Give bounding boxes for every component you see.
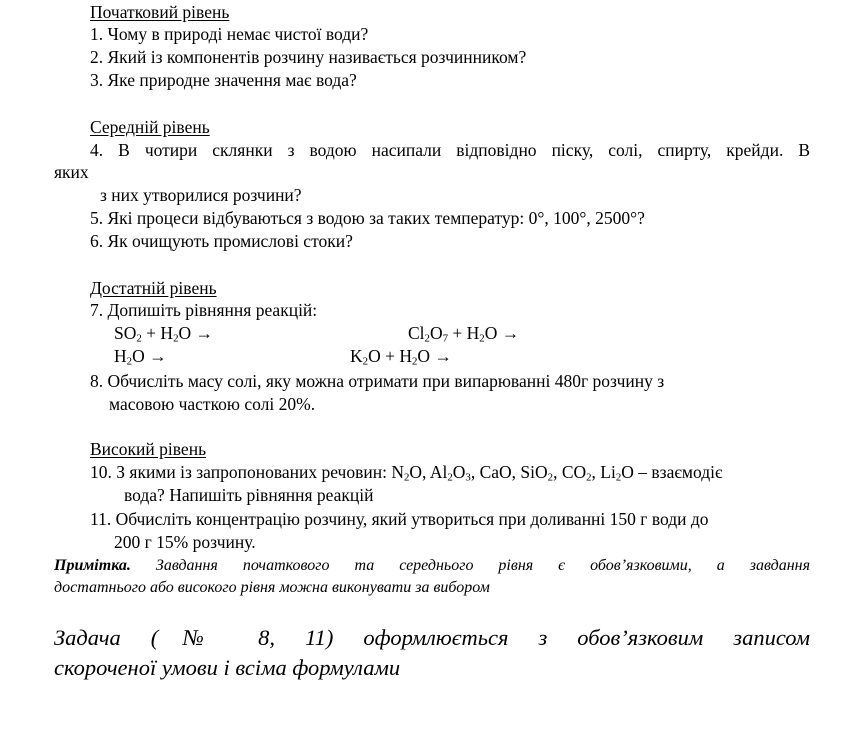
intermediate-level-heading: Середній рівень bbox=[90, 117, 210, 137]
question-6: 6. Як очищують промислові стоки? bbox=[90, 231, 353, 251]
question-2: 2. Який із компонентів розчину називається розчинником? bbox=[90, 47, 527, 67]
equation-h2o: $H_2O$ → bbox=[114, 346, 167, 368]
task-line-2: скороченої умови і всіма формулами bbox=[54, 655, 401, 680]
question-4-line-1: 4. В чотири склянки з водою насипали відповідно піску, солі, спирту, крейди. В bbox=[90, 140, 810, 160]
question-11-line-2: 200 г 15% розчину. bbox=[114, 532, 256, 552]
question-4-line-3: з них утворилися розчини? bbox=[100, 185, 302, 205]
high-level-heading: Високий рівень bbox=[90, 439, 207, 459]
question-4-line-2: яких bbox=[54, 162, 89, 182]
question-7: 7. Допишіть рівняння реакцій: bbox=[90, 300, 318, 320]
question-11-line-1: 11. Обчисліть концентрацію розчину, який утвориться при доливанні 150 г води до bbox=[90, 509, 709, 529]
equation-cl2o7-h2o: $Cl_2O_7 + H_2O$ → bbox=[408, 323, 520, 345]
question-8-line-2: масовою часткою солі 20%. bbox=[109, 394, 316, 414]
question-1: 1. Чому в природі немає чистої води? bbox=[90, 24, 369, 44]
question-10-line-2: вода? Напишіть рівняння реакцій bbox=[124, 485, 374, 505]
question-5: 5. Які процеси відбуваються з водою за таких температур: 0°, 100°, 2500°? bbox=[90, 208, 645, 228]
note-line-2: достатнього або високого рівня можна виконувати за вибором bbox=[54, 579, 490, 596]
sufficient-level-heading: Достатній рівень bbox=[90, 278, 217, 298]
equation-so2-h2o: $SO_2 + H_2O$ → bbox=[114, 323, 213, 345]
task-line-1: Задача (№ 8, 11) оформлюється з обов’язковим записом bbox=[54, 625, 810, 650]
question-10-line-1: 10. З якими із запропонованих речовин: $N_2O$, $Al_2O_3$, CaO, SiO$_2$, $CO_2$, $Li_2O$ – взаємодіє bbox=[90, 462, 723, 484]
question-8-line-1: 8. Обчисліть масу солі, яку можна отримати при випарюванні 480г розчину з bbox=[90, 371, 665, 391]
note-label: Примітка. bbox=[54, 557, 131, 574]
note-line-1: Примітка. Завдання початкового та середнього рівня є обов’язковими, а завдання bbox=[54, 557, 810, 574]
basic-level-heading: Початковий рівень bbox=[90, 2, 230, 22]
equation-k2o-h2o: $K_2O + H_2O$ → bbox=[350, 346, 452, 368]
question-3: 3. Яке природне значення має вода? bbox=[90, 70, 357, 90]
